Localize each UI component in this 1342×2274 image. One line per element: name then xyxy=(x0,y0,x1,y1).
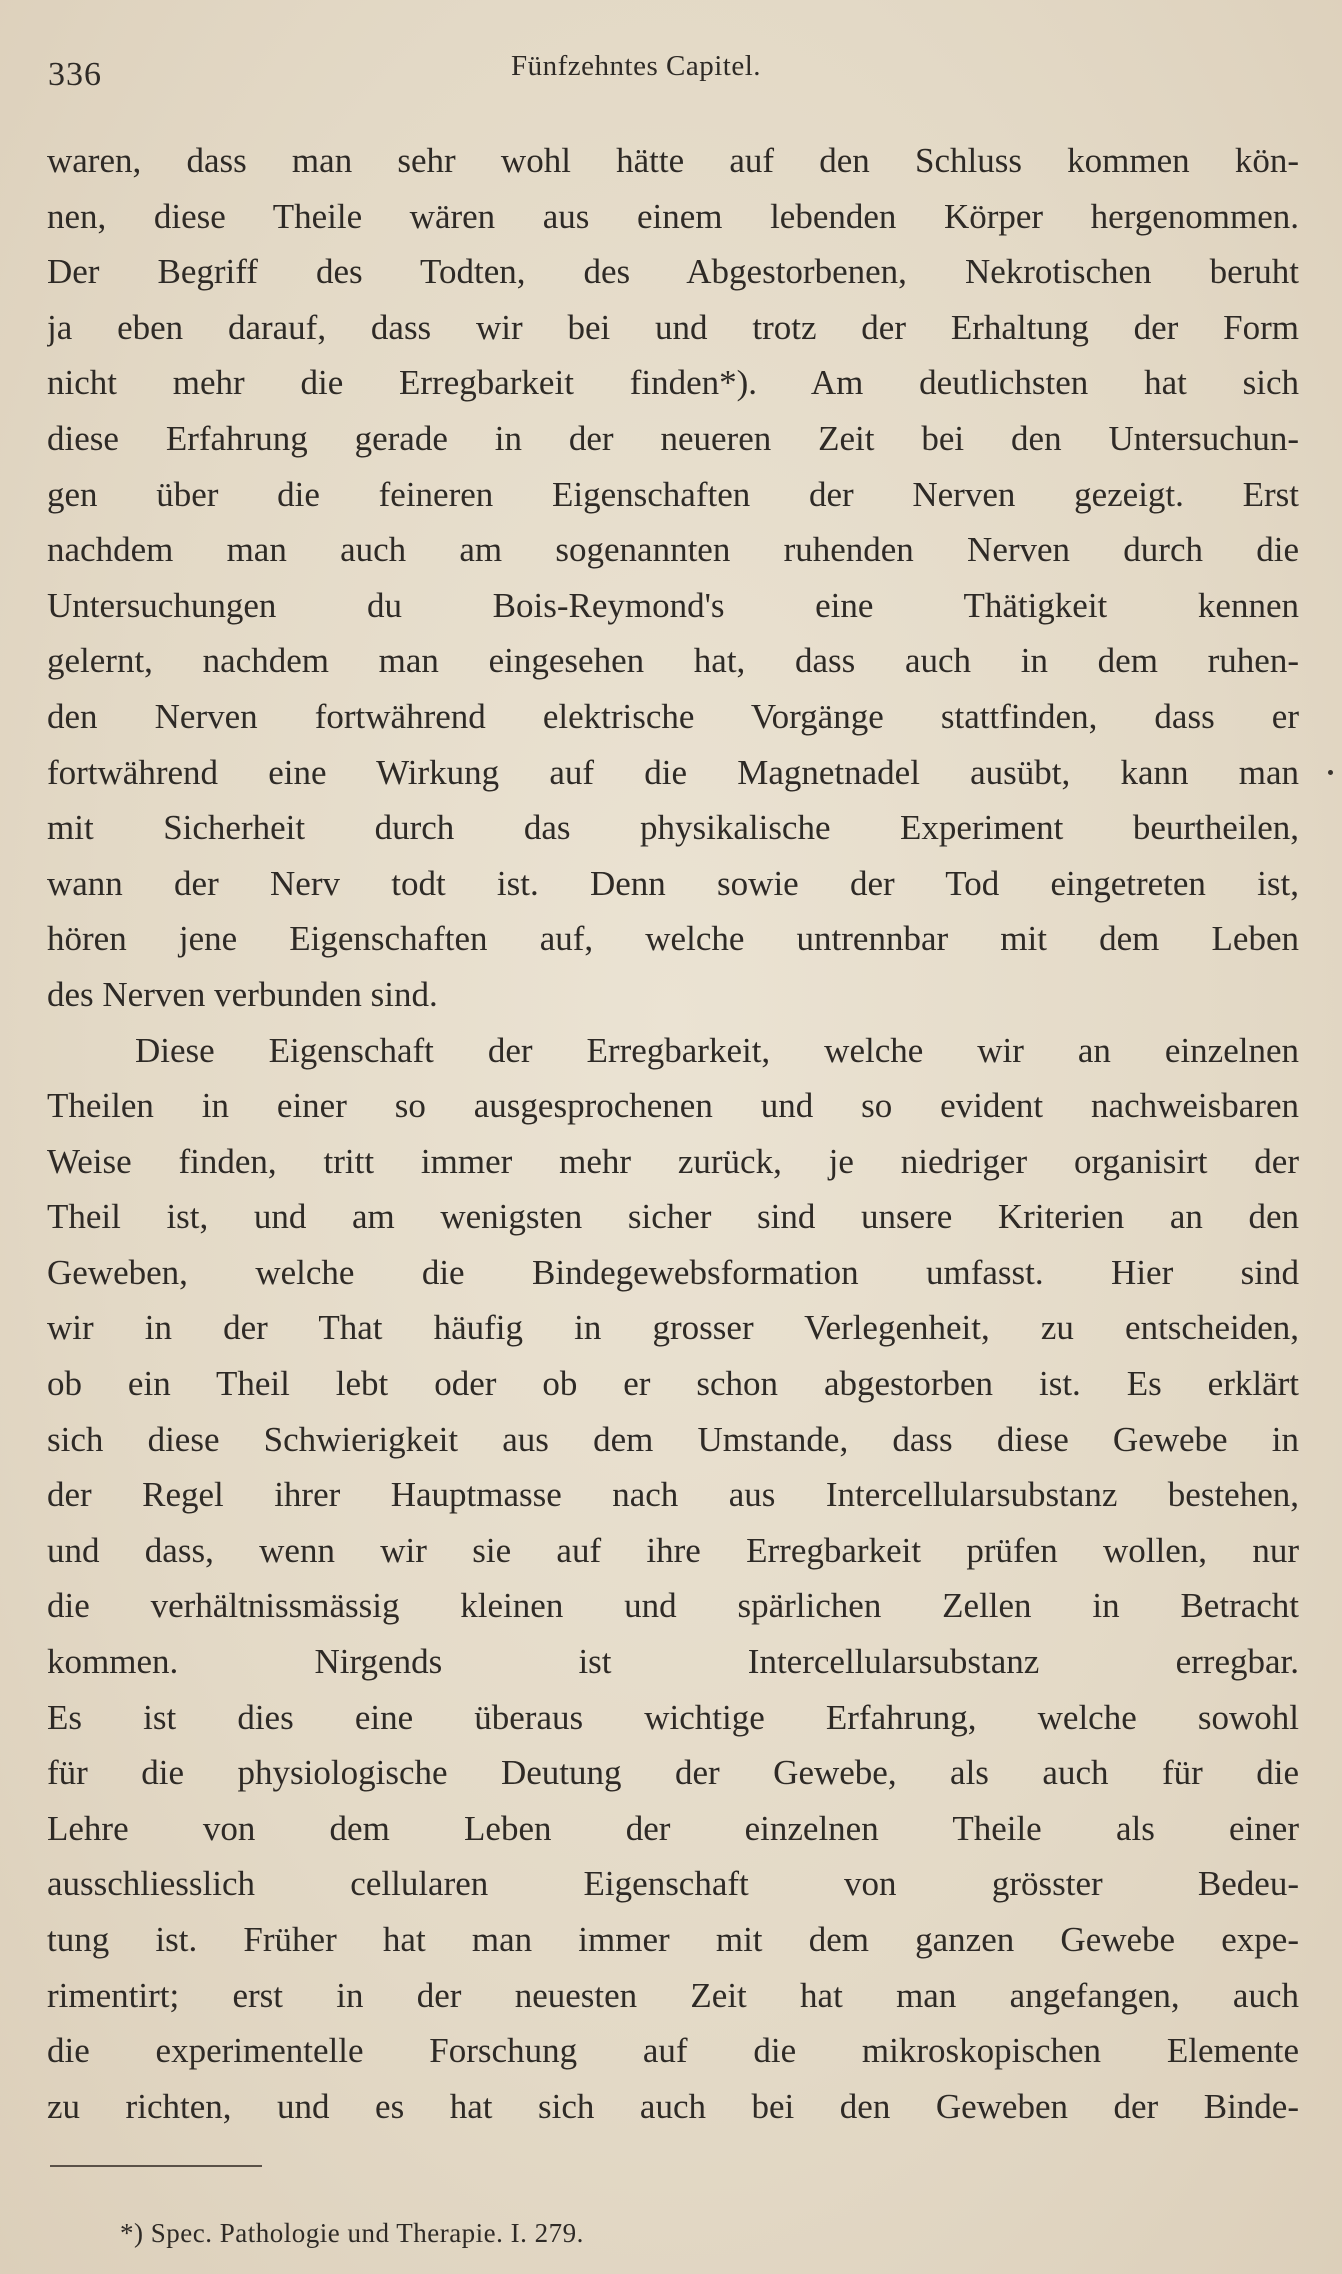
text-line: und dass, wenn wir sie auf ihre Erregbarkeit prüfen wollen, nur xyxy=(47,1530,1299,1570)
text-line: Theil ist, und am wenigsten sicher sind unsere Kriterien an den xyxy=(47,1197,1299,1237)
paragraph-start-line: Diese Eigenschaft der Erregbarkeit, welche wir an einzelnen xyxy=(135,1030,1299,1070)
text-line: kommen. Nirgends ist Intercellularsubstanz erregbar. xyxy=(47,1642,1299,1682)
text-line: Es ist dies eine überaus wichtige Erfahrung, welche sowohl xyxy=(47,1697,1299,1737)
text-line: wann der Nerv todt ist. Denn sowie der Tod eingetreten ist, xyxy=(47,863,1299,903)
text-line: ja eben darauf, dass wir bei und trotz der Erhaltung der Form xyxy=(47,307,1299,347)
text-line: diese Erfahrung gerade in der neueren Zeit bei den Untersuchun- xyxy=(47,418,1299,458)
text-line: ausschliesslich cellularen Eigenschaft von grösster Bedeu- xyxy=(47,1864,1299,1904)
text-line: die verhältnissmässig kleinen und spärlichen Zellen in Betracht xyxy=(47,1586,1299,1626)
text-line: waren, dass man sehr wohl hätte auf den Schluss kommen kön- xyxy=(47,141,1299,180)
text-line: hören jene Eigenschaften auf, welche untrennbar mit dem Leben xyxy=(47,919,1299,959)
footnote: *) Spec. Pathologie und Therapie. I. 279. xyxy=(120,2218,584,2248)
text-line: tung ist. Früher hat man immer mit dem ganzen Gewebe expe- xyxy=(47,1920,1299,1959)
running-head: Fünfzehntes Capitel. xyxy=(511,50,762,82)
paragraph-end-line: des Nerven verbunden sind. xyxy=(47,974,438,1014)
text-line: den Nerven fortwährend elektrische Vorgänge stattfinden, dass er xyxy=(47,696,1299,736)
margin-mark xyxy=(1328,770,1333,775)
footnote-divider xyxy=(50,2165,262,2167)
page-header xyxy=(48,50,1298,100)
text-line: nicht mehr die Erregbarkeit finden*). Am deutlichsten hat sich xyxy=(47,363,1299,403)
text-line: sich diese Schwierigkeit aus dem Umstande, dass diese Gewebe in xyxy=(47,1419,1299,1459)
body-text xyxy=(47,133,1299,2134)
text-line: mit Sicherheit durch das physikalische Experiment beurtheilen, xyxy=(47,808,1299,848)
text-line: rimentirt; erst in der neuesten Zeit hat man angefangen, auch xyxy=(47,1975,1299,2015)
text-line: Lehre von dem Leben der einzelnen Theile als einer xyxy=(47,1808,1299,1848)
text-line: Untersuchungen du Bois-Reymond's eine Thätigkeit kennen xyxy=(47,585,1299,625)
text-line: ob ein Theil lebt oder ob er schon abgestorben ist. Es erklärt xyxy=(47,1364,1299,1404)
text-line: nachdem man auch am sogenannten ruhenden Nerven durch die xyxy=(47,530,1299,570)
text-line: gen über die feineren Eigenschaften der Nerven gezeigt. Erst xyxy=(47,474,1299,514)
text-line: Geweben, welche die Bindegewebsformation umfasst. Hier sind xyxy=(47,1252,1299,1292)
page-number: 336 xyxy=(48,56,102,93)
text-line: wir in der That häufig in grosser Verlegenheit, zu entscheiden, xyxy=(47,1308,1299,1348)
text-line: gelernt, nachdem man eingesehen hat, dass auch in dem ruhen- xyxy=(47,641,1299,681)
text-line: der Regel ihrer Hauptmasse nach aus Intercellularsubstanz bestehen, xyxy=(47,1475,1299,1515)
text-line: nen, diese Theile wären aus einem lebenden Körper hergenommen. xyxy=(47,196,1299,236)
text-line: die experimentelle Forschung auf die mikroskopischen Elemente xyxy=(47,2031,1299,2071)
text-line: zu richten, und es hat sich auch bei den Geweben der Binde- xyxy=(47,2086,1299,2126)
text-line: fortwährend eine Wirkung auf die Magnetnadel ausübt, kann man xyxy=(47,752,1299,792)
text-line: für die physiologische Deutung der Gewebe, als auch für die xyxy=(47,1753,1299,1793)
text-line: Der Begriff des Todten, des Abgestorbenen, Nekrotischen beruht xyxy=(47,252,1299,292)
text-line: Weise finden, tritt immer mehr zurück, je niedriger organisirt der xyxy=(47,1141,1299,1181)
text-line: Theilen in einer so ausgesprochenen und so evident nachweisbaren xyxy=(47,1086,1299,1126)
